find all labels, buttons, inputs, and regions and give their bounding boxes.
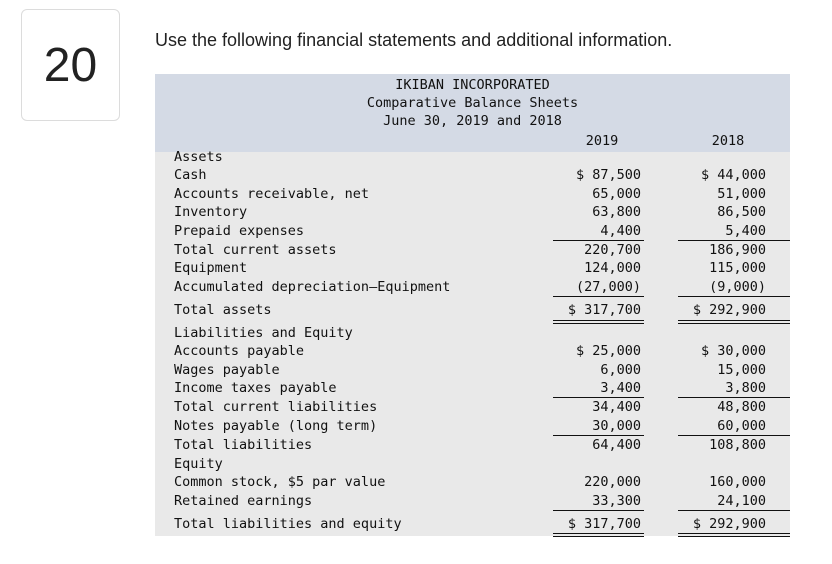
value-2018: $ 30,000	[700, 343, 766, 359]
row-label: Assets	[174, 149, 223, 165]
value-2018: $ 44,000	[700, 167, 766, 183]
table-row	[155, 324, 790, 343]
question-number: 20	[21, 9, 120, 121]
value-2018: 60,000	[717, 418, 766, 434]
row-label: Accounts receivable, net	[174, 186, 370, 202]
table-row	[155, 473, 790, 492]
value-2019: 65,000	[592, 186, 641, 202]
value-2018: 15,000	[717, 362, 766, 378]
row-label: Liabilities and Equity	[174, 325, 353, 341]
value-2018: 51,000	[717, 186, 766, 202]
value-2018: 160,000	[709, 474, 766, 490]
table-row	[155, 379, 790, 398]
row-label: Accounts payable	[174, 343, 305, 359]
row-label: Total liabilities	[174, 437, 313, 453]
value-2019: 220,700	[584, 242, 641, 258]
year-2019-header: 2019	[585, 133, 619, 149]
value-2018: $ 292,900	[692, 516, 766, 532]
value-2018: 48,800	[717, 399, 766, 415]
statement-header	[155, 74, 790, 152]
row-label: Retained earnings	[174, 493, 313, 509]
value-2018: $ 292,900	[692, 302, 766, 318]
table-row	[155, 241, 790, 260]
subtotal-rule-2018	[678, 296, 790, 297]
table-row	[155, 515, 790, 534]
table-row	[155, 278, 790, 297]
value-2019: 33,300	[592, 493, 641, 509]
value-2019: 124,000	[584, 260, 641, 276]
value-2019: $ 87,500	[575, 167, 641, 183]
row-label: Cash	[174, 167, 207, 183]
row-label: Income taxes payable	[174, 380, 337, 396]
table-row	[155, 342, 790, 361]
statement-title: Comparative Balance Sheets	[366, 95, 579, 111]
year-2018-header: 2018	[711, 133, 745, 149]
value-2018: 115,000	[709, 260, 766, 276]
value-2018: 3,800	[725, 380, 766, 396]
row-label: Total current liabilities	[174, 399, 378, 415]
value-2019: (27,000)	[575, 279, 641, 295]
table-row	[155, 361, 790, 380]
subtotal-rule-2019	[553, 296, 644, 297]
row-label: Total assets	[174, 302, 272, 318]
total-double-rule-2018	[678, 533, 790, 537]
value-2019: 6,000	[600, 362, 641, 378]
value-2018: 24,100	[717, 493, 766, 509]
row-label: Equipment	[174, 260, 248, 276]
row-label: Wages payable	[174, 362, 280, 378]
value-2018: 108,800	[709, 437, 766, 453]
company-name: IKIBAN INCORPORATED	[395, 77, 550, 93]
row-label: Accumulated depreciation—Equipment	[174, 279, 451, 295]
question-prompt: Use the following financial statements and additional information.	[155, 30, 673, 50]
value-2018: 186,900	[709, 242, 766, 258]
table-row	[155, 185, 790, 204]
table-row	[155, 436, 790, 455]
table-row	[155, 148, 790, 167]
value-2019: 34,400	[592, 399, 641, 415]
table-row	[155, 398, 790, 417]
value-2019: 30,000	[592, 418, 641, 434]
subtotal-rule-2019	[553, 510, 644, 511]
row-label: Notes payable (long term)	[174, 418, 378, 434]
value-2019: 3,400	[600, 380, 641, 396]
table-row	[155, 492, 790, 511]
table-row	[155, 222, 790, 241]
row-label: Total current assets	[174, 242, 337, 258]
balance-sheet	[155, 74, 790, 536]
row-label: Prepaid expenses	[174, 223, 305, 239]
table-row	[155, 301, 790, 320]
statement-date: June 30, 2019 and 2018	[383, 113, 562, 129]
table-row	[155, 259, 790, 278]
value-2019: $ 317,700	[567, 516, 641, 532]
value-2019: 63,800	[592, 204, 641, 220]
row-label: Equity	[174, 456, 223, 472]
subtotal-rule-2018	[678, 510, 790, 511]
table-row	[155, 203, 790, 222]
value-2019: 220,000	[584, 474, 641, 490]
table-row	[155, 166, 790, 185]
value-2019: 4,400	[600, 223, 641, 239]
table-row	[155, 455, 790, 474]
value-2019: $ 317,700	[567, 302, 641, 318]
value-2019: 64,400	[592, 437, 641, 453]
total-double-rule-2019	[553, 533, 644, 537]
value-2018: (9,000)	[709, 279, 766, 295]
value-2018: 5,400	[725, 223, 766, 239]
table-row	[155, 417, 790, 436]
value-2019: $ 25,000	[575, 343, 641, 359]
row-label: Total liabilities and equity	[174, 516, 402, 532]
value-2018: 86,500	[717, 204, 766, 220]
row-label: Common stock, $5 par value	[174, 474, 386, 490]
row-label: Inventory	[174, 204, 248, 220]
